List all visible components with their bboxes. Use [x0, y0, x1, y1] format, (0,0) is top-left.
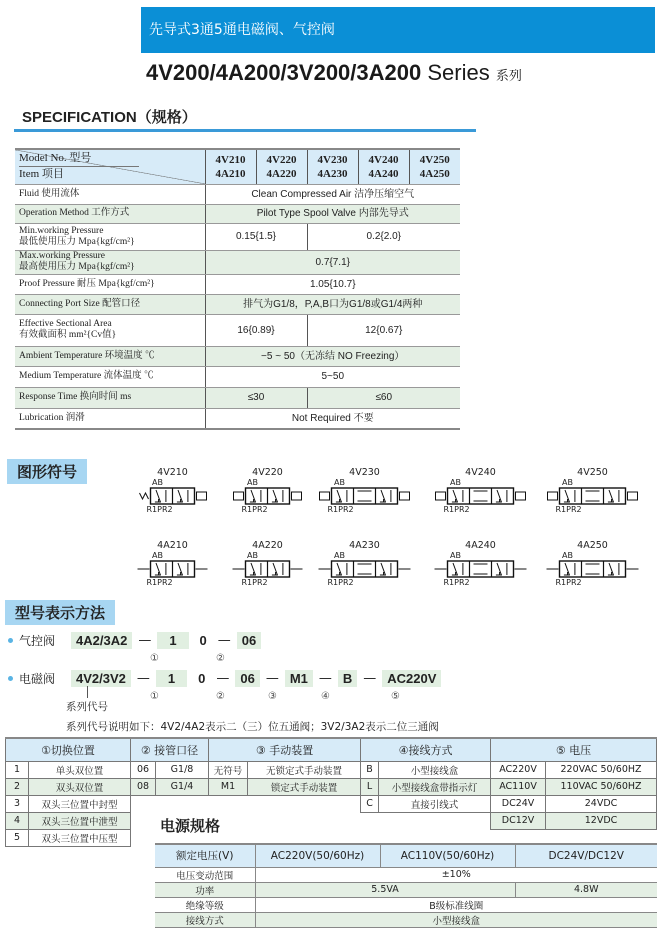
options-cell: C: [361, 795, 379, 812]
bullet-icon: [8, 676, 13, 681]
model-header: [307, 149, 358, 184]
symbol-name: 4V240: [465, 467, 496, 478]
model-v: 4V220: [266, 153, 297, 166]
valve-diagram-icon: [312, 560, 417, 578]
power-cell: 5.5VA: [255, 882, 515, 897]
spec-label: [15, 250, 205, 274]
valve-diagram-icon: [428, 487, 533, 505]
options-cell: 双头三位置中泄型: [29, 812, 131, 829]
valve-symbol-4a250: [540, 540, 645, 587]
options-cell: M1: [209, 778, 248, 795]
model-header: [358, 149, 409, 184]
code-series: 4V2/3V2: [71, 670, 131, 687]
spec-value: Pilot Type Spool Valve 内部先导式: [205, 204, 460, 223]
options-cell: DC12V: [491, 812, 546, 829]
code-zero: 0: [199, 633, 207, 648]
options-cell: [209, 795, 248, 812]
options-cell: 06: [131, 761, 156, 778]
options-cell: 220VAC 50/60HZ: [546, 761, 657, 778]
power-row: [155, 882, 657, 897]
model-a: 4A220: [266, 167, 297, 180]
spec-value: 1.05{10.7}: [205, 274, 460, 294]
dash: —: [136, 671, 150, 686]
spec-label-en: Operation Method 工作方式: [19, 208, 130, 218]
symbol-ports-top: AB: [334, 551, 345, 560]
symbol-ports-bottom: R1PR2: [555, 578, 582, 587]
spec-label: [15, 366, 205, 387]
spec-label-en: Fluid 使用流体: [19, 188, 80, 199]
code-num: ①: [150, 691, 159, 702]
spec-label-en: Proof Pressure 耐压 Mpa{kgf/cm²}: [19, 278, 155, 289]
code-voltage: AC220V: [382, 670, 441, 687]
spec-label-en: Min.working Pressure: [19, 225, 104, 236]
options-cell: 12VDC: [546, 812, 657, 829]
code-num: ②: [216, 653, 225, 664]
code-port: 06: [237, 632, 261, 649]
options-cell: 1: [6, 761, 29, 778]
valve-symbol-4a220: [225, 540, 310, 587]
options-cell: B: [361, 761, 379, 778]
valve-diagram-icon: [540, 560, 645, 578]
options-cell: [248, 812, 361, 829]
dash: —: [138, 633, 152, 648]
valve-diagram-icon: [130, 560, 215, 578]
dash: —: [318, 671, 332, 686]
options-cell: 3: [6, 795, 29, 812]
symbol-ports-bottom: R1PR2: [241, 505, 268, 514]
spec-value: 5~50: [205, 366, 460, 387]
symbol-name: 4V230: [349, 467, 380, 478]
options-cell: 4: [6, 812, 29, 829]
valve-diagram-icon: [540, 487, 645, 505]
model-header: [409, 149, 460, 184]
options-cell: DC24V: [491, 795, 546, 812]
options-header: ①切换位置: [6, 738, 131, 761]
series-word: Series: [427, 60, 490, 85]
spec-row: [15, 314, 460, 346]
power-table: [155, 843, 657, 928]
spec-row: [15, 250, 460, 274]
power-cell: 功率: [155, 882, 255, 897]
code-port: 06: [235, 670, 259, 687]
series-models: 4V200/4A200/3V200/3A200: [146, 60, 422, 85]
spec-row: [15, 408, 460, 429]
model-header: [205, 149, 256, 184]
spec-label: [15, 223, 205, 250]
options-header-row: [6, 738, 657, 761]
symbol-ports-bottom: R1PR2: [327, 505, 354, 514]
options-cell: [379, 812, 491, 829]
spec-row: [15, 366, 460, 387]
spec-row: [15, 204, 460, 223]
spec-value: 排气为G1/8，P,A,B口为G1/8或G1/4两种: [205, 294, 460, 314]
spec-label-en: Effective Sectional Area: [19, 319, 112, 329]
code-manual: M1: [285, 670, 313, 687]
model-v: 4V240: [368, 153, 399, 166]
model-v: 4V250: [419, 153, 450, 166]
valve-symbol-4v230: [312, 467, 417, 514]
power-cell: B级标准线圈: [255, 897, 657, 912]
spec-label-cn: 最高使用压力 Mpa{kgf/cm²}: [19, 262, 135, 272]
options-cell: 2: [6, 778, 29, 795]
valve-symbol-4v250: [540, 467, 645, 514]
spec-value: 0.7{7.1}: [205, 250, 460, 274]
spec-title: SPECIFICATION（规格）: [22, 109, 197, 126]
code-num: ①: [150, 653, 159, 664]
series-note: 系列代号说明如下：4V2/4A2表示二（三）位五通阀；3V2/3A2表示二位三通阀: [66, 721, 439, 733]
symbol-ports-top: AB: [450, 551, 461, 560]
valve-symbol-4v240: [428, 467, 533, 514]
symbol-name: 4A250: [577, 540, 608, 551]
code-num: ④: [321, 691, 330, 702]
symbol-name: 4A210: [157, 540, 188, 551]
model-v: 4V210: [215, 153, 246, 166]
symbol-name: 4A220: [252, 540, 283, 551]
symbol-ports-top: AB: [334, 478, 345, 487]
power-title: 电源规格: [160, 817, 221, 835]
symbol-ports-bottom: R1PR2: [146, 505, 173, 514]
power-cell: 接线方式: [155, 912, 255, 927]
symbol-ports-bottom: R1PR2: [555, 505, 582, 514]
code-position: 1: [157, 632, 188, 649]
series-title: [146, 60, 522, 86]
options-cell: [361, 812, 379, 829]
options-cell: 小型接线盒: [379, 761, 491, 778]
options-cell: 110VAC 50/60HZ: [546, 778, 657, 795]
options-cell: 08: [131, 778, 156, 795]
code-num: ③: [268, 691, 277, 702]
divider: [14, 129, 476, 132]
power-cell: 绝缘等级: [155, 897, 255, 912]
code-row-solenoid: [8, 670, 441, 687]
symbol-name: 4A230: [349, 540, 380, 551]
options-cell: 无符号: [209, 761, 248, 778]
spec-label-cn: 最低使用压力 Mpa{kgf/cm²}: [19, 236, 135, 247]
spec-value: 16{0.89}: [205, 314, 307, 346]
spec-label-en: Connecting Port Size 配管口径: [19, 298, 141, 309]
code-label: 电磁阀: [19, 672, 56, 686]
title-banner: 先导式3通5通电磁阀、气控阀: [141, 7, 655, 53]
spec-header-row: [15, 149, 460, 184]
symbol-ports-bottom: R1PR2: [443, 578, 470, 587]
series-cn: 系列: [495, 68, 522, 83]
dash: —: [217, 633, 231, 648]
options-header: ③ 手动装置: [209, 738, 361, 761]
spec-row: [15, 346, 460, 366]
code-label: 气控阀: [19, 634, 56, 648]
power-header: DC24V/DC12V: [515, 844, 657, 867]
symbol-name: 4V250: [577, 467, 608, 478]
options-cell: 双头三位置中封型: [29, 795, 131, 812]
spec-row: [15, 184, 460, 204]
spec-label: [15, 274, 205, 294]
power-row: [155, 867, 657, 882]
dash: —: [363, 671, 377, 686]
ordering-title: 型号表示方法: [5, 600, 115, 625]
options-cell: 双头双位置: [29, 778, 131, 795]
options-cell: AC220V: [491, 761, 546, 778]
code-zero: 0: [198, 671, 206, 686]
power-header: AC220V(50/60Hz): [255, 844, 380, 867]
valve-diagram-icon: [225, 560, 310, 578]
code-num: ②: [216, 691, 225, 702]
symbol-name: 4V210: [157, 467, 188, 478]
symbol-ports-top: AB: [562, 551, 573, 560]
symbol-name: 4A240: [465, 540, 496, 551]
valve-symbol-4a230: [312, 540, 417, 587]
power-row: [155, 912, 657, 927]
options-cell: [131, 812, 156, 829]
model-a: 4A230: [317, 167, 348, 180]
options-cell: 5: [6, 829, 29, 846]
power-header-row: [155, 844, 657, 867]
options-row: [6, 795, 657, 812]
valve-diagram-icon: [225, 487, 310, 505]
options-cell: 小型接线盒带指示灯: [379, 778, 491, 795]
power-cell: 小型接线盒: [255, 912, 657, 927]
spec-label-en: Ambient Temperature 环境温度 ℃: [19, 350, 155, 361]
model-a: 4A250: [419, 167, 450, 180]
model-header: [256, 149, 307, 184]
spec-label-en: Response Time 换向时间 ms: [19, 392, 132, 402]
spec-label-en: Max.working Pressure: [19, 251, 106, 261]
spec-label: [15, 184, 205, 204]
options-header: ④接线方式: [361, 738, 491, 761]
model-a: 4A210: [215, 167, 246, 180]
bullet-icon: [8, 638, 13, 643]
leader-line: [87, 686, 88, 698]
options-cell: 直接引线式: [379, 795, 491, 812]
options-cell: [131, 829, 156, 846]
symbol-ports-bottom: R1PR2: [241, 578, 268, 587]
symbol-ports-top: AB: [247, 551, 258, 560]
valve-symbol-4v220: [225, 467, 310, 514]
options-header: ⑤ 电压: [491, 738, 657, 761]
spec-value: 12{0.67}: [307, 314, 460, 346]
options-row: [6, 778, 657, 795]
options-cell: 24VDC: [546, 795, 657, 812]
spec-value: 0.2{2.0}: [307, 223, 460, 250]
options-table: [5, 737, 657, 847]
code-row-air: [8, 632, 261, 649]
spec-table: [15, 148, 460, 430]
dash: —: [216, 671, 230, 686]
symbol-name: 4V220: [252, 467, 283, 478]
spec-label: [15, 204, 205, 223]
options-cell: [131, 795, 156, 812]
valve-diagram-icon: [312, 487, 417, 505]
options-cell: G1/8: [156, 761, 209, 778]
power-row: [155, 897, 657, 912]
spec-label-cn: 有效截面积 mm²{Cv值}: [19, 330, 117, 340]
spec-row: [15, 223, 460, 250]
symbol-ports-top: AB: [450, 478, 461, 487]
options-cell: AC110V: [491, 778, 546, 795]
options-header: ② 接管口径: [131, 738, 209, 761]
code-position: 1: [156, 670, 187, 687]
power-cell: 电压变动范围: [155, 867, 255, 882]
symbol-ports-bottom: R1PR2: [146, 578, 173, 587]
options-cell: G1/4: [156, 778, 209, 795]
symbol-ports-bottom: R1PR2: [443, 505, 470, 514]
power-header: AC110V(50/60Hz): [380, 844, 515, 867]
options-cell: [156, 795, 209, 812]
spec-value: 0.15{1.5}: [205, 223, 307, 250]
options-cell: 单头双位置: [29, 761, 131, 778]
model-label: Model No. 型号: [19, 151, 139, 167]
spec-label: [15, 314, 205, 346]
valve-symbol-4v210: [130, 467, 215, 514]
spec-value: ≤60: [307, 387, 460, 408]
valve-diagram-icon: [428, 560, 533, 578]
symbol-ports-top: AB: [562, 478, 573, 487]
power-cell: ±10%: [255, 867, 657, 882]
spec-label: [15, 346, 205, 366]
model-v: 4V230: [317, 153, 348, 166]
options-cell: [248, 795, 361, 812]
spec-value: ≤30: [205, 387, 307, 408]
spec-value: −5 ~ 50（无冻结 NO Freezing）: [205, 346, 460, 366]
symbol-ports-bottom: R1PR2: [327, 578, 354, 587]
spec-label-en: Lubrication 润滑: [19, 412, 85, 423]
spec-row: [15, 387, 460, 408]
options-cell: 双头三位置中压型: [29, 829, 131, 846]
spec-label: [15, 408, 205, 429]
dash: —: [265, 671, 279, 686]
spec-label: [15, 387, 205, 408]
valve-diagram-icon: [130, 487, 215, 505]
spec-value: Not Required 不要: [205, 408, 460, 429]
power-header: 额定电压(V): [155, 844, 255, 867]
valve-symbol-4a240: [428, 540, 533, 587]
model-a: 4A240: [368, 167, 399, 180]
item-label: Item 项目: [19, 168, 64, 181]
code-wiring: B: [338, 670, 357, 687]
symbol-ports-top: AB: [247, 478, 258, 487]
code-series: 4A2/3A2: [71, 632, 132, 649]
options-row: [6, 812, 657, 829]
spec-label: [15, 294, 205, 314]
valve-symbol-4a210: [130, 540, 215, 587]
spec-row: [15, 274, 460, 294]
power-cell: 4.8W: [515, 882, 657, 897]
symbols-title: 图形符号: [7, 459, 87, 484]
model-item-cell: [15, 149, 205, 184]
series-code-label: 系列代号: [66, 701, 108, 713]
spec-row: [15, 294, 460, 314]
options-cell: 锁定式手动装置: [248, 778, 361, 795]
spec-label-en: Medium Temperature 流体温度 ℃: [19, 371, 154, 381]
spec-value: Clean Compressed Air 洁净压缩空气: [205, 184, 460, 204]
symbol-ports-top: AB: [152, 551, 163, 560]
options-cell: L: [361, 778, 379, 795]
options-cell: 无锁定式手动装置: [248, 761, 361, 778]
code-num: ⑤: [391, 691, 400, 702]
options-row: [6, 761, 657, 778]
symbol-ports-top: AB: [152, 478, 163, 487]
